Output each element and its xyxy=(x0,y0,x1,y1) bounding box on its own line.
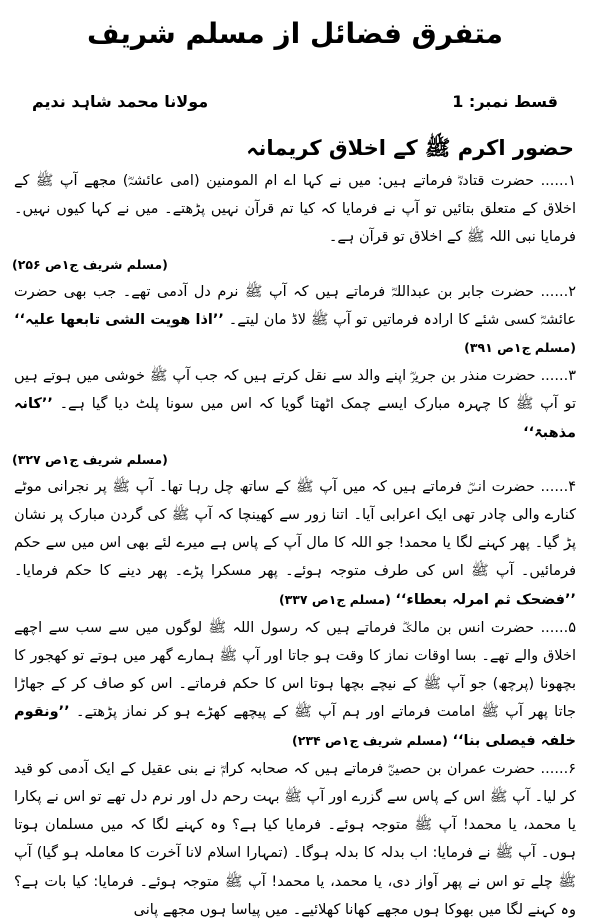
page-title: متفرق فضائل از مسلم شریف xyxy=(86,17,504,50)
reference-1: (مسلم شریف ج۱ص ۲۵۶) xyxy=(12,256,168,272)
paragraph-number: ۱...... xyxy=(540,173,577,189)
paragraph-text: حضرت عمران بن حصینؓ فرماتے ہیں کہ صحابہ کرامؓ نے بنی عقیل کے ایک آدمی کو قید کر لیا۔ آپ ﷺ اس کے پاس سے گزرے اور آپ ﷺ بہت رحم دل اور نرم دل تھے تو اس نے پکارا یا محمد، یا محمد! آپ ﷺ متوجہ ہوئے۔ فرمایا کیا ہے؟ وہ کہنے لگا کہ میں مسلمان ہوتا ہوں۔ آپ ﷺ نے فرمایا: اب بدلہ کا بدلہ ہوگا۔ (تمہارا اسلام لانا آخرت کا معاملہ ہو گیا) آپ ﷺ چلے تو اس نے پھر آواز دی، یا محمد، یا محمد! آپ ﷺ متوجہ ہوئے۔ فرمایا: کیا بات ہے؟ وہ کہنے لگا میں بھوکا ہوں مجھے کھانا کھلائیے۔ میں پیاسا ہوں مجھے پانی xyxy=(14,760,576,918)
section-heading: حضور اکرم ﷺ کے اخلاق کریمانہ xyxy=(246,136,574,160)
reference-4: (مسلم ج۱ص ۳۳۷) xyxy=(278,591,391,607)
paragraph-number: ۵...... xyxy=(540,619,577,636)
paragraph-text: حضرت انسؓ فرماتے ہیں کہ میں آپ ﷺ کے ساتھ چل رہا تھا۔ آپ ﷺ پر نجرانی موٹے کنارے والی چادر تھی ایک اعرابی آیا۔ اتنا زور سے کھینچا کہ آپ ﷺ کی گردن مبارک پر نشان پڑ گیا۔ پھر کہنے لگا یا محمد! جو اللہ کا مال آپ کے پاس ہے میرے لئے بھی اس میں سے حکم فرمائیں۔ آپ ﷺ اس کی طرف متوجہ ہوئے۔ پھر مسکرا پڑے۔ پھر دینے کا حکم فرمایا۔ xyxy=(14,478,576,580)
paragraph-text: حضرت جابر بن عبداللہؓ فرماتے ہیں کہ آپ ﷺ نرم دل آدمی تھے۔ جب بھی حضرت عائشہؓ کسی شئے کا ارادہ فرماتیں تو آپ ﷺ لاڈ مان لیتے۔ xyxy=(14,283,577,328)
reference-5: (مسلم شریف ج۱ص ۲۳۴) xyxy=(292,732,448,748)
paragraph-1 xyxy=(12,167,578,252)
paragraph-number: ۴...... xyxy=(540,478,576,495)
paragraph-5 xyxy=(12,614,578,755)
arabic-quote: ’’اذا ھویت الشی تابعھا علیہ‘‘ xyxy=(14,311,224,328)
arabic-quote: ’’فضحک ثم امرلہ بعطاء‘‘ xyxy=(395,591,576,608)
paragraph-6 xyxy=(12,755,578,924)
reference-2: (مسلم ج۱ص ۳۹۱) xyxy=(464,340,576,356)
paragraph-2 xyxy=(12,278,578,363)
author-name: مولانا محمد شاہد ندیم xyxy=(32,92,209,111)
paragraph-number: ۲...... xyxy=(540,283,576,300)
paragraph-4 xyxy=(12,473,578,614)
paragraph-number: ۶...... xyxy=(540,760,576,777)
paragraph-text: حضرت قتادہؓ فرماتے ہیں: میں نے کہا اے ام المومنین (امی عائشہؓ) مجھے آپ ﷺ کے اخلاق کے متعلق بتائیں تو آپ نے فرمایا کہ کیا تم قرآن نہیں پڑھتے۔ میں نے کہا کیوں نہیں۔ فرمایا نبی اللہ ﷺ کے اخلاق تو قرآن ہے۔ xyxy=(14,173,576,246)
byline xyxy=(32,92,558,111)
reference-3: (مسلم شریف ج۱ص ۳۲۷) xyxy=(12,451,168,467)
arabic-quote: ’’ونقوم خلفہ فیصلی بنا‘‘ xyxy=(14,704,576,749)
installment-label: قسط نمبر: 1 xyxy=(452,92,558,111)
paragraph-text: حضرت منذر بن جریرؓ اپنے والد سے نقل کرتے ہیں کہ جب آپ ﷺ خوشی میں ہوتے ہیں تو آپ ﷺ کا چہرہ مبارک ایسے چمک اٹھتا گویا کہ اس میں سونا پلٹ دیا گیا ہے۔ xyxy=(14,368,576,413)
paragraph-text: حضرت انس بن مالکؓ فرماتے ہیں کہ رسول اللہ ﷺ لوگوں میں سے سب سے اچھے اخلاق والے تھے۔ بسا اوقات نماز کا وقت ہو جاتا اور آپ ﷺ ہمارے گھر میں ہوتے تو کھجور کا بچھونا (پرچھ) جو آپ ﷺ کے نیچے بچھا ہوتا اس کا حکم فرماتے۔ اس کو صاف کر کے جھاڑا جاتا پھر آپ ﷺ امامت فرماتے اور ہم آپ ﷺ کے پیچھے کھڑے ہو کر نماز پڑھتے۔ xyxy=(14,619,577,721)
paragraph-number: ۳...... xyxy=(540,368,577,385)
paragraph-3 xyxy=(12,362,578,447)
arabic-quote: ’’کانہ مذھبۃ‘‘ xyxy=(14,396,576,441)
